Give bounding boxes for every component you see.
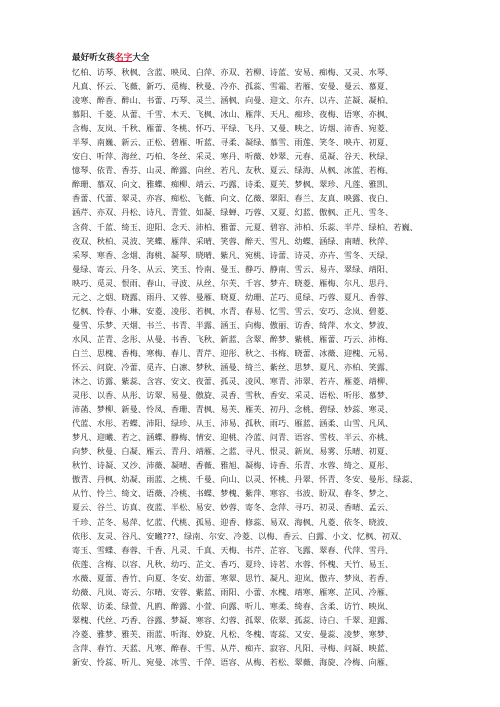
name-list-line: 憶琴、依青、香芬、山灵、醉露、向丝、若凡、友秋、夏云、绿海、从枫、冰蓝、若梅、: [72, 165, 394, 176]
name-list-line: 安白、听萍、海丝、巧柏、冬丝、采灵、寒丹、听薇、妙翠、元春、觅凝、谷天、秋绿、: [72, 151, 394, 162]
name-list-line: 沐之、访露、紫蕊、含容、安文、夜蕾、孤灵、凌风、寒青、沛翠、若卉、雁菱、靖柳、: [72, 376, 394, 387]
name-list-line: 水风、芷青、念彤、从曼、书香、飞秋、新蓝、含翠、醉梦、紫桃、雁蕾、巧云、沛梅、: [72, 333, 394, 344]
name-list-line: 翠槐、代丝、巧香、谷露、梦凝、寒容、幻蓉、孤翠、依翠、孤蕊、诗白、千翠、迎露、: [72, 614, 394, 625]
name-list-line: 傲青、丹枫、幼凝、雨蓝、之桃、千曼、向山、以灵、怀桃、丹翠、怀青、冬安、曼彤、绿蕊、: [72, 474, 418, 485]
name-list-line: 新安、怜蕊、听儿、宛曼、冰雪、千萍、语容、从梅、若松、翠薇、海旋、冷梅、向雁、: [72, 656, 394, 667]
name-list-line: 曼雪、乐梦、天烟、书兰、书青、半露、涵玉、向梅、傲丽、访香、绮萍、水文、梦波、: [72, 319, 394, 330]
name-list-line: 曼绿、寄云、丹冬、从云、笑玉、怜南、曼玉、静巧、静南、雪云、易卉、翠绿、靖阳、: [72, 263, 394, 274]
name-list-line: 沛菡、梦柳、新曼、怜凤、香珊、青枫、易芙、雁芙、初丹、念桃、碧绿、妙蕊、寒灵、: [72, 404, 394, 415]
name-list-line: 从竹、怜兰、绮文、语薇、冷桃、书蝶、梦槐、紫萍、寒容、书波、盼双、春冬、梦之、: [72, 488, 394, 499]
name-list-line: 凡真、怀云、飞薇、新巧、觅梅、秋曼、冷亦、孤蕊、雪霜、若雁、安曼、曼云、慕夏、: [72, 81, 394, 92]
title-prefix: 最好听女孩: [72, 53, 115, 63]
name-list-line: 夏云、谷兰、访真、夜蓝、半松、易安、妙蓉、寄冬、念萍、寻巧、初灵、香晴、孟云、: [72, 502, 394, 513]
name-list-line: 涵芹、亦双、丹松、诗凡、青萱、如凝、绿蝉、巧蓉、又夏、幻蓝、傲枫、正凡、雪冬、: [72, 207, 394, 218]
name-list-line: 元之、之烟、晓露、雨丹、又蓉、曼雁、晓夏、幼珊、芷巧、觅绿、巧蓉、夏凡、香蓉、: [72, 291, 394, 302]
title-highlight-link[interactable]: 名字: [114, 53, 133, 63]
name-list-line: 含荷、千蓝、绮玉、迎阳、念天、沛柏、雅蕾、元夏、碧容、沛柏、乐蕊、半芹、绿柏、若巍、: [72, 221, 418, 232]
name-list-line: 依莲、含梅、以容、凡秋、幼巧、芷文、香巧、夏玲、诗茗、水蓉、怀槐、天竹、易玉、: [72, 558, 394, 569]
name-list-line: 映巧、觅灵、恨雨、春山、寻波、从丝、尔芙、千容、梦卉、晓菱、雁梅、尔凡、思丹、: [72, 277, 394, 288]
name-list-line: 秋竹、诗凝、又沙、沛薇、凝晴、香薇、雅旭、凝梅、诗香、乐青、水蓉、绮之、夏彤、: [72, 460, 394, 471]
name-list-line: 千珍、芷冬、易萍、忆蓝、代桃、孤易、迎香、修蕊、易双、海枫、凡菱、依冬、晓波、: [72, 516, 394, 527]
name-list-line: 半琴、南巍、新云、正松、碧雁、听蓝、寻柔、凝绿、慕雪、雨莲、笑冬、映卉、初夏、: [72, 137, 394, 148]
name-list-line: 怀云、问旋、冷蕾、觅卉、白凛、梦秋、涵曼、绮兰、紫丝、思梦、夏凡、亦柏、笑露、: [72, 361, 394, 372]
name-list-line: 夜双、秋柏、灵波、笑蝶、雁萍、采晴、笑蓉、醉天、雪凡、幼蝶、涵绿、南晴、秋萍、: [72, 235, 394, 246]
name-list-line: 凌寒、醉香、醉山、书蕾、巧琴、灵兰、涵枫、向曼、迎文、尔卉、以卉、芷凝、凝柏、: [72, 95, 394, 106]
name-list-line: 醉珊、慕双、向文、雅蝶、痴柳、靖云、巧露、诗柔、夏芙、梦枫、翠珍、凡莲、雅凯、: [72, 179, 394, 190]
name-list-line: 冷菱、雅梦、雅芙、雨蓝、听海、妙旋、凡松、冬槐、寄蕊、又安、曼蕊、凌梦、寒梦、: [72, 628, 394, 639]
name-list-line: 采琴、寒香、念烟、海桃、凝琴、晓晴、紫凡、宛桃、诗蕾、诗灵、亦卉、雪冬、天绿、: [72, 249, 394, 260]
name-list-line: 含梅、友岚、千秋、雁蕾、冬桃、怀巧、平绿、飞丹、又曼、映之、访烟、沛香、宛菱、: [72, 123, 394, 134]
name-list-line: 依翠、访柔、绿萱、凡鸥、醉露、小萱、向露、听儿、寒柔、绮春、含柔、访竹、映岚、: [72, 600, 394, 611]
document-page: [72, 52, 436, 669]
name-list-line: 梦凡、迎曦、若之、涵蝶、静梅、情安、迎桃、冷蓝、问青、语容、雪枝、半云、亦桃、: [72, 432, 394, 443]
name-list-line: 水薇、夏蕾、香竹、向夏、冬安、幼蕾、寒翠、思竹、凝凡、迎岚、傲卉、梦岚、若香、: [72, 572, 394, 583]
name-list-line: 含萍、春竹、天蓝、凡寒、醉春、千雪、从芹、痴卉、寂容、凡阳、寻梅、问凝、映蓝、: [72, 642, 394, 653]
title-suffix: 大全: [132, 53, 150, 63]
document-title: [72, 52, 436, 64]
name-list-line: 向梦、秋曼、白凝、雁云、青丹、靖雁、之蓝、寻凡、恨灵、新岚、易雾、乐晴、初夏、: [72, 446, 394, 457]
name-list-line: 忆柏、访琴、秋枫、含蓝、映凤、白萍、亦双、若柳、诗蓝、安易、痴梅、又灵、水琴、: [72, 67, 394, 77]
name-list-line: 寄玉、雪蝶、春蓉、千香、凡灵、千真、天梅、书芹、芷容、飞露、翠春、代萍、雪丹、: [72, 544, 394, 555]
name-list-line: 依彤、友灵、谷凡、安曦???、绿南、尔安、冷菱、以梅、香云、白露、小文、忆枫、初双、: [72, 530, 407, 541]
name-list-line: 灵彤、以香、从彤、访翠、易曼、傲旋、灵香、雪秋、香安、采灵、语松、听彤、慕梦、: [72, 390, 394, 401]
name-list-line: 香蕾、代蕾、翠灵、亦容、痴松、飞薇、向文、亿薇、翠阳、春兰、友真、映露、夜白、: [72, 193, 394, 204]
name-list-line: 代蓝、水彤、若蝶、沛阳、绿珍、从玉、沛易、孤秋、雨巧、雁蓝、涵柔、山雪、凡风、: [72, 418, 394, 429]
name-list-line: 忆枫、怜春、小琳、安菱、凌彤、若枫、水青、春易、忆雪、雪云、安巧、念岚、碧菱、: [72, 305, 394, 316]
name-list-line: 慕阳、千菱、从蕾、千雪、木天、飞枫、冰山、雁萍、天凡、痴珍、夜梅、语寒、亦枫、: [72, 109, 394, 120]
name-list: [72, 65, 436, 669]
name-list-line: 幼薇、凡岚、寄云、尔晴、安蓉、紫蓝、雨阳、小蕾、水槐、靖寒、雁寒、芷风、冷雁、: [72, 586, 394, 597]
name-list-line: 白兰、思槐、香梅、寒梅、春儿、青芹、迎彤、秋之、书梅、晓蕾、冰薇、迎槐、元易、: [72, 347, 394, 358]
